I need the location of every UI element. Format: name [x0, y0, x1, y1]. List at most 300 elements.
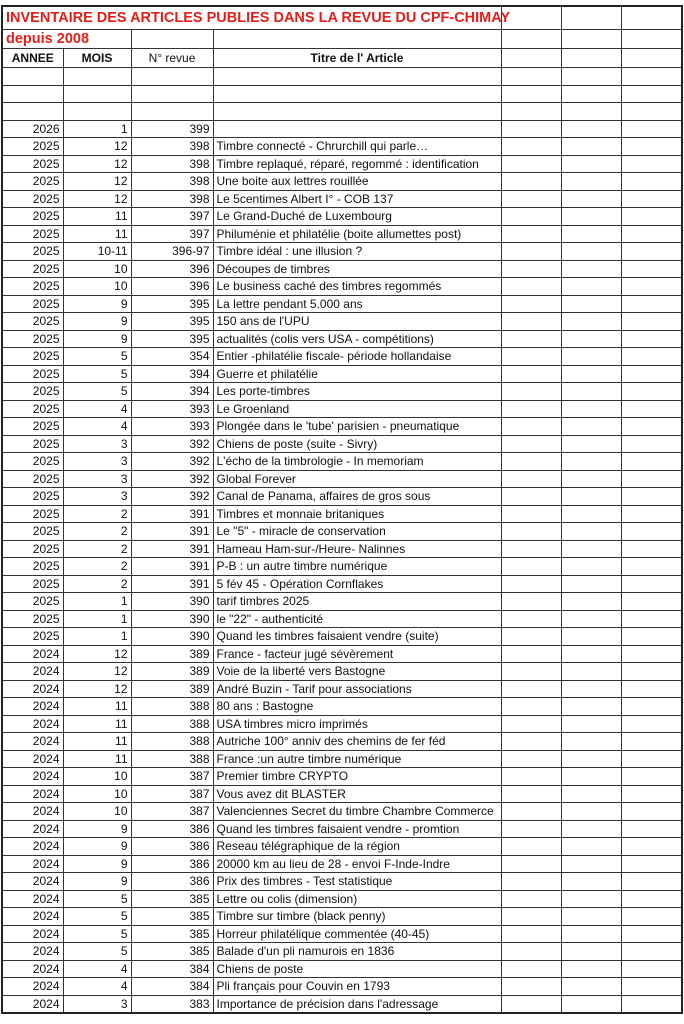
empty-cell[interactable]	[213, 103, 501, 121]
empty-cell[interactable]	[561, 943, 621, 961]
empty-cell[interactable]	[561, 978, 621, 996]
empty-cell[interactable]	[131, 103, 213, 121]
empty-cell[interactable]	[561, 925, 621, 943]
empty-cell[interactable]	[561, 190, 621, 208]
month-cell[interactable]: 12	[63, 138, 131, 156]
empty-cell[interactable]	[621, 295, 682, 313]
article-title-cell[interactable]: Importance de précision dans l'adressage	[213, 995, 501, 1013]
issue-cell[interactable]: 395	[131, 330, 213, 348]
empty-cell[interactable]	[501, 400, 561, 418]
empty-cell[interactable]	[501, 313, 561, 331]
year-cell[interactable]: 2025	[2, 523, 63, 541]
year-cell[interactable]: 2025	[2, 505, 63, 523]
empty-cell[interactable]	[501, 260, 561, 278]
empty-cell[interactable]	[561, 295, 621, 313]
empty-cell[interactable]	[501, 715, 561, 733]
year-cell[interactable]: 2024	[2, 680, 63, 698]
issue-cell[interactable]: 398	[131, 155, 213, 173]
issue-cell[interactable]: 384	[131, 960, 213, 978]
empty-cell[interactable]	[501, 505, 561, 523]
empty-cell[interactable]	[621, 103, 682, 121]
month-cell[interactable]: 1	[63, 120, 131, 138]
empty-cell[interactable]	[63, 103, 131, 121]
issue-cell[interactable]: 395	[131, 295, 213, 313]
article-title-cell[interactable]: Timbre sur timbre (black penny)	[213, 908, 501, 926]
year-cell[interactable]: 2025	[2, 208, 63, 226]
month-cell[interactable]: 12	[63, 155, 131, 173]
month-cell[interactable]: 3	[63, 470, 131, 488]
empty-cell[interactable]	[561, 260, 621, 278]
empty-cell[interactable]	[2, 68, 63, 86]
issue-cell[interactable]: 391	[131, 523, 213, 541]
month-cell[interactable]: 2	[63, 505, 131, 523]
issue-cell[interactable]: 386	[131, 838, 213, 856]
year-cell[interactable]: 2025	[2, 383, 63, 401]
article-title-cell[interactable]: Valenciennes Secret du timbre Chambre Commerce	[213, 803, 501, 821]
empty-cell[interactable]	[621, 960, 682, 978]
issue-cell[interactable]: 391	[131, 575, 213, 593]
month-cell[interactable]: 10	[63, 278, 131, 296]
empty-cell[interactable]	[501, 348, 561, 366]
article-title-cell[interactable]: Philuménie et philatélie (boite allumettes post)	[213, 225, 501, 243]
empty-cell[interactable]	[561, 995, 621, 1013]
empty-cell[interactable]	[501, 435, 561, 453]
year-cell[interactable]: 2025	[2, 330, 63, 348]
month-cell[interactable]: 1	[63, 610, 131, 628]
issue-cell[interactable]: 394	[131, 365, 213, 383]
month-cell[interactable]: 11	[63, 750, 131, 768]
empty-cell[interactable]	[621, 155, 682, 173]
empty-cell[interactable]	[621, 435, 682, 453]
empty-cell[interactable]	[501, 610, 561, 628]
empty-cell[interactable]	[501, 890, 561, 908]
issue-cell[interactable]: 385	[131, 925, 213, 943]
empty-cell[interactable]	[501, 295, 561, 313]
year-cell[interactable]: 2025	[2, 453, 63, 471]
issue-cell[interactable]: 396	[131, 278, 213, 296]
article-title-cell[interactable]: Hameau Ham-sur-/Heure- Nalinnes	[213, 540, 501, 558]
empty-cell[interactable]	[621, 785, 682, 803]
article-title-cell[interactable]: L'écho de la timbrologie - In memoriam	[213, 453, 501, 471]
empty-cell[interactable]	[621, 225, 682, 243]
empty-cell[interactable]	[501, 943, 561, 961]
empty-cell[interactable]	[501, 68, 561, 86]
empty-cell[interactable]	[621, 260, 682, 278]
month-cell[interactable]: 9	[63, 313, 131, 331]
empty-cell[interactable]	[561, 575, 621, 593]
empty-cell[interactable]	[621, 838, 682, 856]
article-title-cell[interactable]: Guerre et philatélie	[213, 365, 501, 383]
year-cell[interactable]: 2025	[2, 558, 63, 576]
empty-cell[interactable]	[561, 768, 621, 786]
empty-cell[interactable]	[561, 645, 621, 663]
empty-cell[interactable]	[561, 120, 621, 138]
issue-cell[interactable]: 399	[131, 120, 213, 138]
year-cell[interactable]: 2024	[2, 978, 63, 996]
empty-cell[interactable]	[621, 768, 682, 786]
month-cell[interactable]: 2	[63, 575, 131, 593]
empty-cell[interactable]	[621, 348, 682, 366]
issue-cell[interactable]: 385	[131, 943, 213, 961]
empty-cell[interactable]	[561, 103, 621, 121]
article-title-cell[interactable]: Timbre replaqué, réparé, regommé : identification	[213, 155, 501, 173]
year-cell[interactable]: 2025	[2, 295, 63, 313]
article-title-cell[interactable]: Quand les timbres faisaient vendre - promtion	[213, 820, 501, 838]
year-cell[interactable]: 2024	[2, 733, 63, 751]
article-title-cell[interactable]: Plongée dans le 'tube' parisien - pneumatique	[213, 418, 501, 436]
year-cell[interactable]: 2025	[2, 610, 63, 628]
year-cell[interactable]: 2025	[2, 155, 63, 173]
year-cell[interactable]: 2025	[2, 225, 63, 243]
empty-cell[interactable]	[501, 225, 561, 243]
issue-cell[interactable]: 396	[131, 260, 213, 278]
issue-cell[interactable]: 392	[131, 470, 213, 488]
year-cell[interactable]: 2024	[2, 750, 63, 768]
empty-cell[interactable]	[621, 383, 682, 401]
empty-cell[interactable]	[501, 698, 561, 716]
empty-cell[interactable]	[561, 558, 621, 576]
month-cell[interactable]: 1	[63, 593, 131, 611]
empty-cell[interactable]	[501, 103, 561, 121]
month-cell[interactable]: 10	[63, 803, 131, 821]
article-title-cell[interactable]	[213, 120, 501, 138]
empty-cell[interactable]	[561, 470, 621, 488]
year-cell[interactable]: 2024	[2, 768, 63, 786]
year-cell[interactable]: 2024	[2, 820, 63, 838]
empty-cell[interactable]	[621, 558, 682, 576]
year-cell[interactable]: 2025	[2, 190, 63, 208]
empty-cell[interactable]	[621, 750, 682, 768]
month-cell[interactable]: 11	[63, 208, 131, 226]
empty-cell[interactable]	[501, 30, 561, 49]
article-title-cell[interactable]: Le business caché des timbres regommés	[213, 278, 501, 296]
year-cell[interactable]: 2025	[2, 400, 63, 418]
empty-cell[interactable]	[621, 173, 682, 191]
year-cell[interactable]: 2024	[2, 785, 63, 803]
empty-cell[interactable]	[621, 208, 682, 226]
empty-cell[interactable]	[501, 418, 561, 436]
year-cell[interactable]: 2025	[2, 365, 63, 383]
issue-cell[interactable]: 394	[131, 383, 213, 401]
article-title-cell[interactable]: Entier -philatélie fiscale- période hollandaise	[213, 348, 501, 366]
empty-cell[interactable]	[501, 663, 561, 681]
empty-cell[interactable]	[621, 488, 682, 506]
month-cell[interactable]: 11	[63, 733, 131, 751]
empty-cell[interactable]	[131, 85, 213, 103]
empty-cell[interactable]	[501, 155, 561, 173]
year-cell[interactable]: 2025	[2, 138, 63, 156]
empty-cell[interactable]	[561, 330, 621, 348]
empty-cell[interactable]	[561, 435, 621, 453]
article-title-cell[interactable]: Premier timbre CRYPTO	[213, 768, 501, 786]
year-cell[interactable]: 2025	[2, 540, 63, 558]
year-cell[interactable]: 2024	[2, 663, 63, 681]
article-title-cell[interactable]: Voie de la liberté vers Bastogne	[213, 663, 501, 681]
year-cell[interactable]: 2024	[2, 855, 63, 873]
empty-cell[interactable]	[501, 278, 561, 296]
month-cell[interactable]: 1	[63, 628, 131, 646]
issue-cell[interactable]: 393	[131, 400, 213, 418]
month-cell[interactable]: 5	[63, 348, 131, 366]
month-cell[interactable]: 5	[63, 365, 131, 383]
month-cell[interactable]: 4	[63, 960, 131, 978]
empty-cell[interactable]	[561, 383, 621, 401]
month-cell[interactable]: 12	[63, 190, 131, 208]
empty-cell[interactable]	[621, 400, 682, 418]
year-cell[interactable]: 2024	[2, 803, 63, 821]
empty-cell[interactable]	[561, 663, 621, 681]
issue-cell[interactable]: 395	[131, 313, 213, 331]
month-cell[interactable]: 9	[63, 873, 131, 891]
empty-cell[interactable]	[621, 698, 682, 716]
empty-cell[interactable]	[501, 85, 561, 103]
empty-cell[interactable]	[501, 558, 561, 576]
year-cell[interactable]: 2024	[2, 645, 63, 663]
empty-cell[interactable]	[561, 348, 621, 366]
year-cell[interactable]: 2025	[2, 628, 63, 646]
year-cell[interactable]: 2025	[2, 435, 63, 453]
empty-cell[interactable]	[501, 680, 561, 698]
empty-cell[interactable]	[501, 873, 561, 891]
month-cell[interactable]: 2	[63, 523, 131, 541]
month-cell[interactable]: 5	[63, 908, 131, 926]
empty-cell[interactable]	[501, 470, 561, 488]
year-cell[interactable]: 2025	[2, 593, 63, 611]
empty-cell[interactable]	[621, 890, 682, 908]
empty-cell[interactable]	[561, 820, 621, 838]
year-cell[interactable]: 2025	[2, 470, 63, 488]
month-cell[interactable]: 4	[63, 978, 131, 996]
article-title-cell[interactable]: Reseau télégraphique de la région	[213, 838, 501, 856]
empty-cell[interactable]	[2, 85, 63, 103]
year-cell[interactable]: 2024	[2, 960, 63, 978]
article-title-cell[interactable]: Global Forever	[213, 470, 501, 488]
empty-cell[interactable]	[561, 400, 621, 418]
article-title-cell[interactable]: Quand les timbres faisaient vendre (suite)	[213, 628, 501, 646]
empty-cell[interactable]	[561, 960, 621, 978]
empty-cell[interactable]	[561, 873, 621, 891]
empty-cell[interactable]	[621, 365, 682, 383]
empty-cell[interactable]	[621, 243, 682, 261]
issue-cell[interactable]: 387	[131, 803, 213, 821]
empty-cell[interactable]	[561, 593, 621, 611]
month-cell[interactable]: 5	[63, 925, 131, 943]
empty-cell[interactable]	[621, 820, 682, 838]
article-title-cell[interactable]: Lettre ou colis (dimension)	[213, 890, 501, 908]
issue-cell[interactable]: 393	[131, 418, 213, 436]
empty-cell[interactable]	[621, 908, 682, 926]
empty-cell[interactable]	[561, 243, 621, 261]
empty-cell[interactable]	[621, 523, 682, 541]
article-title-cell[interactable]: 80 ans : Bastogne	[213, 698, 501, 716]
empty-cell[interactable]	[561, 715, 621, 733]
year-cell[interactable]: 2024	[2, 715, 63, 733]
empty-cell[interactable]	[561, 838, 621, 856]
issue-cell[interactable]: 385	[131, 890, 213, 908]
article-title-cell[interactable]: Timbres et monnaie britaniques	[213, 505, 501, 523]
empty-cell[interactable]	[501, 645, 561, 663]
month-cell[interactable]: 12	[63, 680, 131, 698]
issue-cell[interactable]: 390	[131, 610, 213, 628]
empty-cell[interactable]	[501, 330, 561, 348]
article-title-cell[interactable]: Pli français pour Couvin en 1793	[213, 978, 501, 996]
month-cell[interactable]: 10	[63, 785, 131, 803]
issue-cell[interactable]: 387	[131, 768, 213, 786]
empty-cell[interactable]	[621, 978, 682, 996]
article-title-cell[interactable]: France :un autre timbre numérique	[213, 750, 501, 768]
article-title-cell[interactable]: Le Groenland	[213, 400, 501, 418]
year-cell[interactable]: 2026	[2, 120, 63, 138]
empty-cell[interactable]	[561, 523, 621, 541]
issue-cell[interactable]: 388	[131, 715, 213, 733]
month-cell[interactable]: 9	[63, 838, 131, 856]
empty-cell[interactable]	[501, 908, 561, 926]
issue-cell[interactable]: 397	[131, 208, 213, 226]
article-title-cell[interactable]: Chiens de poste (suite - Sivry)	[213, 435, 501, 453]
empty-cell[interactable]	[561, 750, 621, 768]
empty-cell[interactable]	[621, 995, 682, 1013]
issue-cell[interactable]: 386	[131, 855, 213, 873]
article-title-cell[interactable]: Le Grand-Duché de Luxembourg	[213, 208, 501, 226]
month-cell[interactable]: 9	[63, 820, 131, 838]
issue-cell[interactable]: 388	[131, 698, 213, 716]
empty-cell[interactable]	[621, 715, 682, 733]
article-title-cell[interactable]: La lettre pendant 5.000 ans	[213, 295, 501, 313]
empty-cell[interactable]	[621, 330, 682, 348]
issue-cell[interactable]: 389	[131, 645, 213, 663]
empty-cell[interactable]	[561, 278, 621, 296]
year-cell[interactable]: 2025	[2, 418, 63, 436]
issue-cell[interactable]: 391	[131, 558, 213, 576]
empty-cell[interactable]	[501, 628, 561, 646]
year-cell[interactable]: 2025	[2, 348, 63, 366]
month-cell[interactable]: 10	[63, 768, 131, 786]
empty-cell[interactable]	[621, 453, 682, 471]
empty-cell[interactable]	[131, 30, 213, 49]
empty-cell[interactable]	[501, 960, 561, 978]
article-title-cell[interactable]: Autriche 100° anniv des chemins de fer féd	[213, 733, 501, 751]
empty-cell[interactable]	[501, 6, 561, 30]
month-cell[interactable]: 9	[63, 295, 131, 313]
empty-cell[interactable]	[501, 190, 561, 208]
month-cell[interactable]: 2	[63, 558, 131, 576]
empty-cell[interactable]	[561, 610, 621, 628]
article-title-cell[interactable]: P-B : un autre timbre numérique	[213, 558, 501, 576]
issue-cell[interactable]: 392	[131, 488, 213, 506]
issue-cell[interactable]: 388	[131, 733, 213, 751]
issue-cell[interactable]: 398	[131, 190, 213, 208]
empty-cell[interactable]	[561, 890, 621, 908]
empty-cell[interactable]	[561, 540, 621, 558]
year-cell[interactable]: 2025	[2, 575, 63, 593]
empty-cell[interactable]	[561, 418, 621, 436]
empty-cell[interactable]	[213, 30, 501, 49]
year-cell[interactable]: 2024	[2, 873, 63, 891]
empty-cell[interactable]	[561, 733, 621, 751]
empty-cell[interactable]	[501, 733, 561, 751]
year-cell[interactable]: 2024	[2, 838, 63, 856]
issue-cell[interactable]: 398	[131, 138, 213, 156]
empty-cell[interactable]	[63, 85, 131, 103]
empty-cell[interactable]	[621, 85, 682, 103]
empty-cell[interactable]	[501, 243, 561, 261]
empty-cell[interactable]	[621, 470, 682, 488]
article-title-cell[interactable]: 20000 km au lieu de 28 - envoi F-Inde-Indre	[213, 855, 501, 873]
month-cell[interactable]: 2	[63, 540, 131, 558]
empty-cell[interactable]	[501, 365, 561, 383]
empty-cell[interactable]	[561, 628, 621, 646]
empty-cell[interactable]	[213, 68, 501, 86]
empty-cell[interactable]	[561, 365, 621, 383]
empty-cell[interactable]	[501, 803, 561, 821]
empty-cell[interactable]	[621, 925, 682, 943]
empty-cell[interactable]	[561, 453, 621, 471]
month-cell[interactable]: 11	[63, 715, 131, 733]
month-cell[interactable]: 11	[63, 225, 131, 243]
month-cell[interactable]: 9	[63, 330, 131, 348]
empty-cell[interactable]	[501, 453, 561, 471]
month-cell[interactable]: 10	[63, 260, 131, 278]
empty-cell[interactable]	[621, 68, 682, 86]
empty-cell[interactable]	[501, 138, 561, 156]
year-cell[interactable]: 2024	[2, 908, 63, 926]
article-title-cell[interactable]: France - facteur jugé sévèrement	[213, 645, 501, 663]
empty-cell[interactable]	[621, 190, 682, 208]
empty-cell[interactable]	[131, 68, 213, 86]
article-title-cell[interactable]: Les porte-timbres	[213, 383, 501, 401]
month-cell[interactable]: 5	[63, 383, 131, 401]
issue-cell[interactable]: 392	[131, 435, 213, 453]
article-title-cell[interactable]: Prix des timbres - Test statistique	[213, 873, 501, 891]
empty-cell[interactable]	[501, 383, 561, 401]
year-cell[interactable]: 2024	[2, 925, 63, 943]
empty-cell[interactable]	[621, 313, 682, 331]
article-title-cell[interactable]: le "22" - authenticité	[213, 610, 501, 628]
empty-cell[interactable]	[561, 908, 621, 926]
empty-cell[interactable]	[501, 768, 561, 786]
empty-cell[interactable]	[621, 628, 682, 646]
empty-cell[interactable]	[621, 645, 682, 663]
empty-cell[interactable]	[501, 120, 561, 138]
empty-cell[interactable]	[621, 680, 682, 698]
month-cell[interactable]: 5	[63, 943, 131, 961]
issue-cell[interactable]: 388	[131, 750, 213, 768]
article-title-cell[interactable]: Vous avez dit BLASTER	[213, 785, 501, 803]
article-title-cell[interactable]: tarif timbres 2025	[213, 593, 501, 611]
issue-cell[interactable]: 354	[131, 348, 213, 366]
month-cell[interactable]: 3	[63, 995, 131, 1013]
empty-cell[interactable]	[501, 855, 561, 873]
article-title-cell[interactable]: Timbre idéal : une illusion ?	[213, 243, 501, 261]
month-cell[interactable]: 12	[63, 663, 131, 681]
empty-cell[interactable]	[561, 208, 621, 226]
empty-cell[interactable]	[561, 680, 621, 698]
article-title-cell[interactable]: actualités (colis vers USA - compétitions)	[213, 330, 501, 348]
empty-cell[interactable]	[561, 85, 621, 103]
empty-cell[interactable]	[561, 698, 621, 716]
empty-cell[interactable]	[501, 208, 561, 226]
empty-cell[interactable]	[621, 49, 682, 68]
article-title-cell[interactable]: Découpes de timbres	[213, 260, 501, 278]
empty-cell[interactable]	[561, 313, 621, 331]
issue-cell[interactable]: 386	[131, 820, 213, 838]
empty-cell[interactable]	[501, 820, 561, 838]
empty-cell[interactable]	[501, 488, 561, 506]
month-cell[interactable]: 9	[63, 855, 131, 873]
issue-cell[interactable]: 397	[131, 225, 213, 243]
issue-cell[interactable]: 389	[131, 663, 213, 681]
month-cell[interactable]: 5	[63, 890, 131, 908]
